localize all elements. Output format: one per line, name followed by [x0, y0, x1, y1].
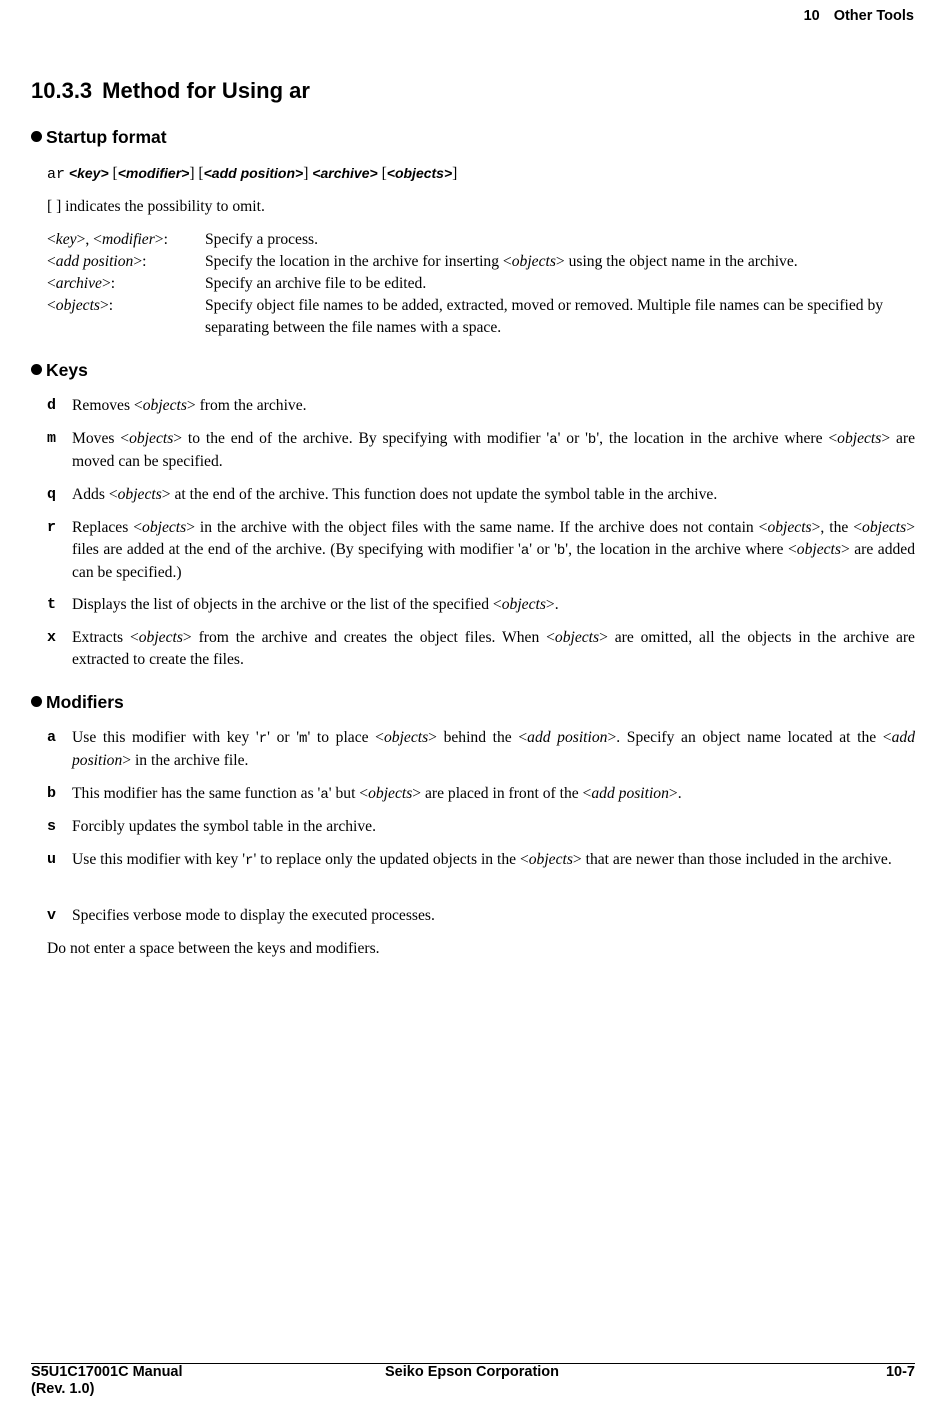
key-description: Displays the list of objects in the archive or the list of the specified <objects>.: [72, 596, 559, 613]
key-item: [47, 594, 915, 616]
key-item: [47, 627, 915, 671]
key-letter: m: [47, 430, 57, 447]
key-item: [47, 517, 915, 584]
param-desc: Specify an archive file to be edited.: [205, 275, 427, 292]
footer-page-number: 10-7: [885, 1364, 915, 1380]
modifier-letter: s: [47, 818, 57, 835]
syntax-add-position: <add position>: [203, 165, 304, 181]
section-number: 10.3.3: [31, 78, 93, 103]
param-desc: Specify a process.: [205, 231, 319, 248]
footer-manual: S5U1C17001C Manual: [31, 1364, 183, 1380]
keys-heading: Keys: [31, 360, 88, 381]
bullet-icon: [31, 364, 42, 375]
bullet-icon: [31, 131, 42, 142]
param-row: [47, 273, 915, 295]
footer-revision: (Rev. 1.0): [31, 1381, 95, 1397]
header-chapter-number: 10: [803, 8, 820, 24]
param-row: [47, 229, 915, 251]
param-desc: Specify object file names to be added, extracted, moved or removed. Multiple file names can be specified by separating between the file names with a space.: [205, 297, 884, 336]
bullet-icon: [31, 696, 42, 707]
syntax-objects: <objects>: [386, 165, 453, 181]
syntax-command: ar: [47, 166, 66, 183]
omit-note: [ ] indicates the possibility to omit.: [47, 198, 265, 215]
key-letter: t: [47, 596, 57, 613]
key-item: [47, 395, 915, 417]
param-term: <key>, <modifier>:: [47, 231, 168, 248]
modifier-letter: b: [47, 785, 57, 802]
key-description: Moves <objects> to the end of the archive. By specifying with modifier 'a' or 'b', the location in the archive where <objects> are moved can be specified.: [72, 430, 915, 470]
startup-syntax: ar <key> [<modifier>] [<add position>] <archive> [<objects>]: [47, 165, 458, 183]
modifier-description: This modifier has the same function as 'a' but <objects> are placed in front of the <add position>.: [72, 785, 682, 803]
modifier-description: Forcibly updates the symbol table in the archive.: [72, 818, 377, 835]
key-description: Extracts <objects> from the archive and creates the object files. When <objects> are omitted, all the objects in the archive are extracted to create the files.: [72, 629, 915, 668]
section-title-text: Method for Using ar: [102, 78, 310, 103]
param-term: <add position>:: [47, 253, 147, 270]
modifier-item: [47, 849, 915, 872]
key-description: Adds <objects> at the end of the archive. This function does not update the symbol table in the archive.: [72, 486, 718, 503]
modifier-item: [47, 727, 915, 772]
key-letter: x: [47, 629, 57, 646]
syntax-key: <key>: [68, 165, 109, 181]
modifier-description: Specifies verbose mode to display the executed processes.: [72, 907, 435, 924]
modifier-letter: u: [47, 851, 57, 868]
footer-company: Seiko Epson Corporation: [385, 1364, 560, 1380]
modifier-item: [47, 816, 915, 838]
key-description: Replaces <objects> in the archive with the object files with the same name. If the archive does not contain <objects>, the <objects> files are added at the end of the archive. (By specifying with modifier 'a' or 'b', the location in the archive where <objects> are added can be specified.): [72, 519, 916, 581]
key-item: [47, 428, 915, 473]
param-term: <archive>:: [47, 275, 116, 292]
modifier-letter: v: [47, 907, 57, 924]
section-title: [31, 78, 310, 104]
header-chapter-title: Other Tools: [833, 8, 914, 24]
modifier-item: [47, 783, 915, 806]
param-term: <objects>:: [47, 297, 114, 314]
modifier-item: [47, 905, 915, 927]
key-description: Removes <objects> from the archive.: [72, 397, 307, 414]
syntax-archive: <archive>: [312, 165, 378, 181]
param-row: [47, 295, 915, 339]
startup-format-heading: Startup format: [31, 127, 167, 148]
modifier-description: Use this modifier with key 'r' or 'm' to place <objects> behind the <add position>. Specify an object name located at the <add position> in the archive file.: [72, 729, 915, 769]
modifier-letter: a: [47, 729, 57, 746]
modifiers-heading: Modifiers: [31, 692, 124, 713]
param-row: [47, 251, 915, 273]
page-header: [804, 8, 914, 24]
param-desc: Specify the location in the archive for inserting <objects> using the object name in the archive.: [205, 253, 798, 270]
syntax-modifier: <modifier>: [117, 165, 190, 181]
modifier-description: Use this modifier with key 'r' to replace only the updated objects in the <objects> that are newer than those included in the archive.: [72, 851, 892, 869]
modifiers-note: Do not enter a space between the keys and modifiers.: [47, 940, 380, 957]
key-letter: r: [47, 519, 57, 536]
key-letter: d: [47, 397, 57, 414]
key-item: [47, 484, 915, 506]
key-letter: q: [47, 486, 57, 503]
footer-manual-info: [31, 1364, 183, 1398]
